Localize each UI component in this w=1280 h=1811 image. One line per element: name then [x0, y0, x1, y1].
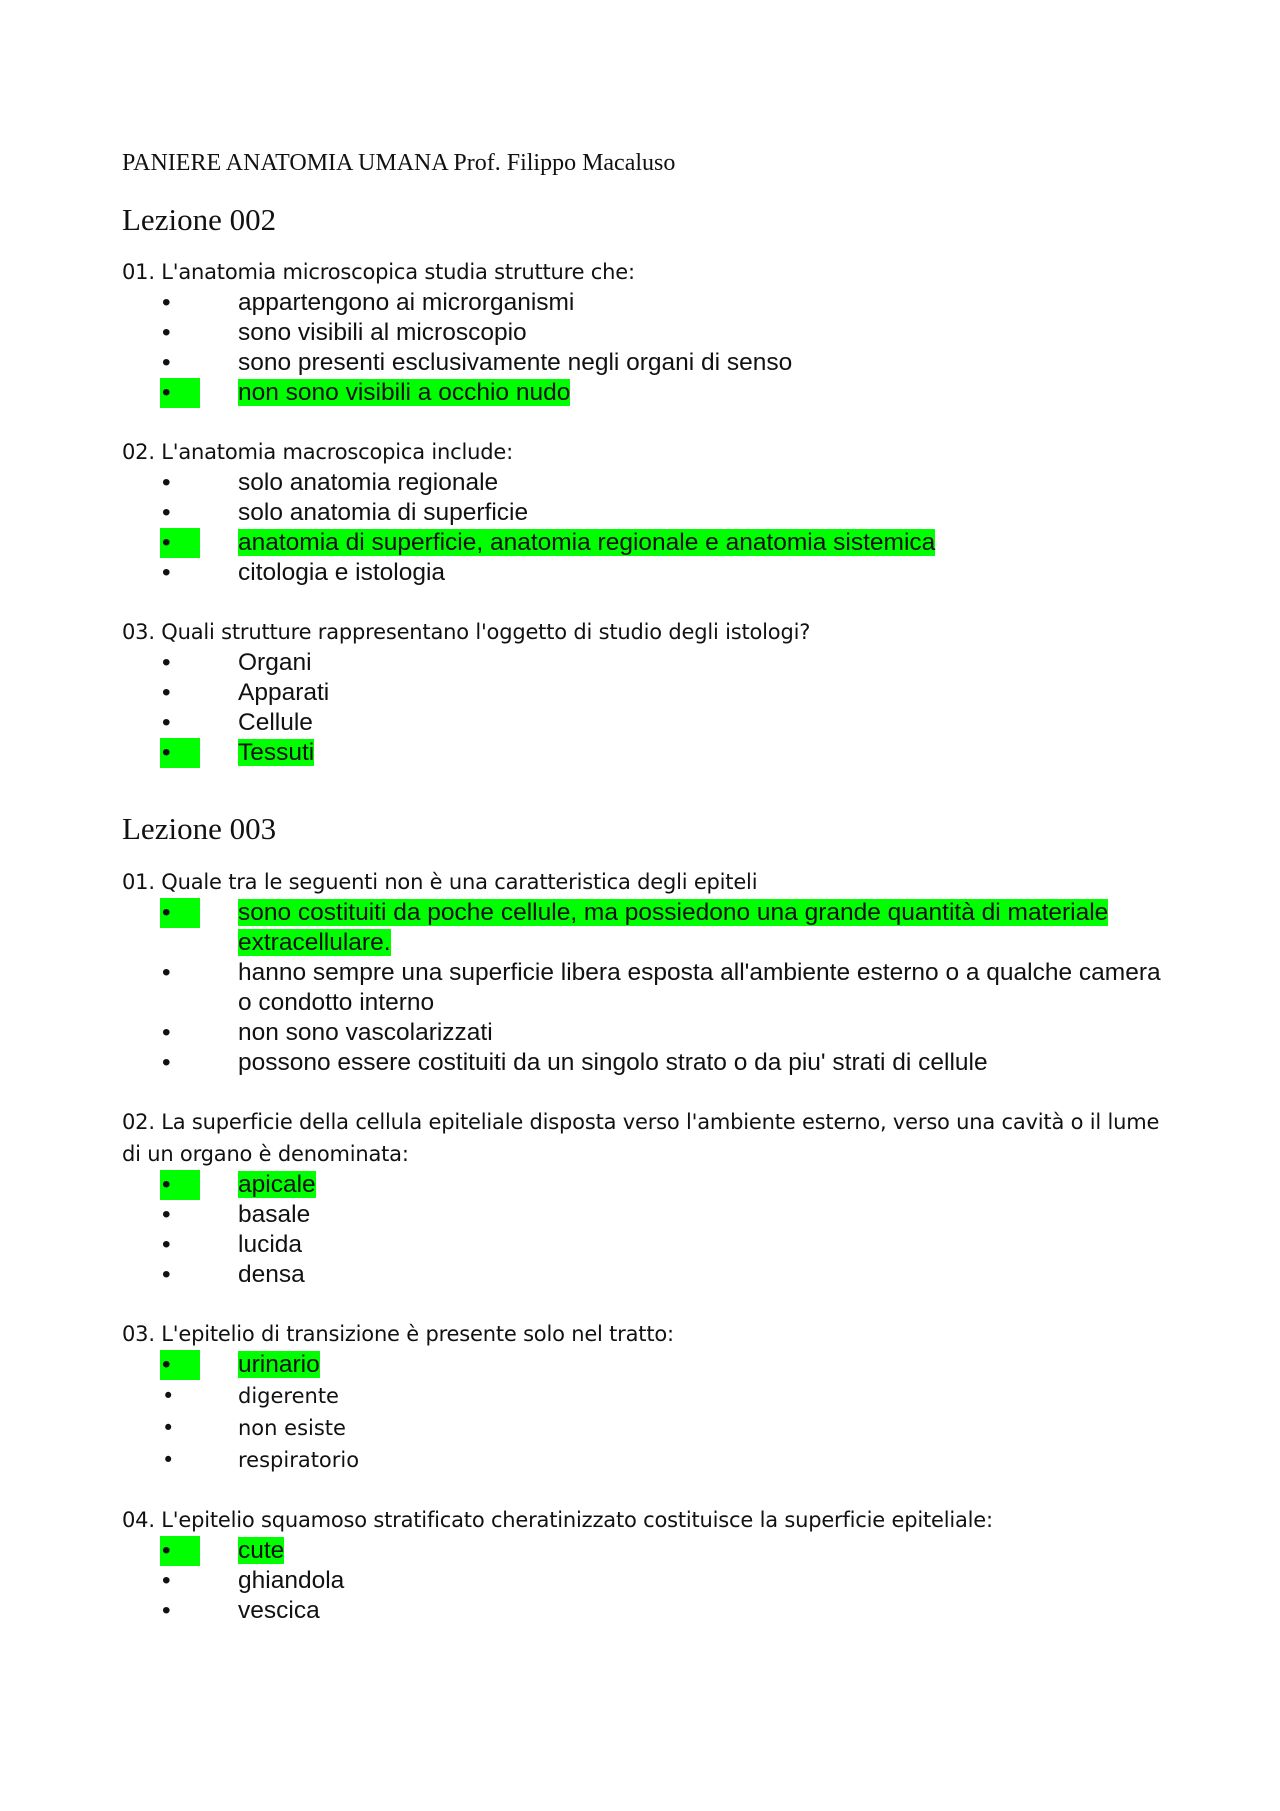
- answer-text: Cellule: [238, 709, 313, 737]
- answer-text: digerente: [238, 1383, 339, 1408]
- answer-list: [122, 468, 1162, 588]
- answer-item: [160, 1018, 1162, 1048]
- question-block: [122, 256, 1162, 408]
- bullet-icon: •: [162, 1200, 171, 1228]
- question-block: [122, 1504, 1162, 1626]
- answer-text: respiratorio: [238, 1447, 360, 1472]
- answer-item-correct: [160, 1170, 1162, 1200]
- bullet-icon: •: [162, 289, 171, 317]
- bullet-icon: •: [162, 1383, 175, 1408]
- answer-text: solo anatomia regionale: [238, 469, 499, 497]
- answer-text: Organi: [238, 649, 312, 677]
- answer-text: appartengono ai microrganismi: [238, 289, 575, 317]
- answer-text: non esiste: [238, 1415, 346, 1440]
- bullet-icon: •: [162, 1566, 171, 1594]
- answer-item-correct: [160, 378, 1162, 408]
- bullet-icon: •: [160, 1350, 200, 1380]
- answer-item: [160, 318, 1162, 348]
- bullet-icon: •: [162, 1048, 171, 1076]
- answer-text: vescica: [238, 1596, 320, 1624]
- question-block: [122, 616, 1162, 768]
- bullet-icon: •: [162, 469, 171, 497]
- answer-text: apicale: [238, 1170, 316, 1198]
- answer-list: [122, 648, 1162, 768]
- answer-text: ghiandola: [238, 1566, 345, 1594]
- lesson-section: [122, 201, 1162, 768]
- bullet-icon: •: [160, 738, 200, 768]
- answer-item: [160, 1230, 1162, 1260]
- answer-item: [160, 1048, 1162, 1078]
- answer-list: [122, 898, 1162, 1078]
- answer-item: [160, 1412, 1162, 1444]
- answer-text: sono presenti esclusivamente negli organi di senso: [238, 349, 793, 377]
- bullet-icon: •: [162, 1260, 171, 1288]
- answer-text: densa: [238, 1260, 305, 1288]
- answer-item: [160, 498, 1162, 528]
- answer-item: [160, 348, 1162, 378]
- bullet-icon: •: [162, 709, 171, 737]
- bullet-icon: •: [162, 319, 171, 347]
- bullet-icon: •: [162, 1447, 175, 1472]
- answer-list: [122, 1536, 1162, 1626]
- answer-text: sono visibili al microscopio: [238, 319, 527, 347]
- answer-list: [122, 1170, 1162, 1290]
- answer-item: [160, 708, 1162, 738]
- lesson-title: Lezione 002: [122, 202, 277, 238]
- answer-item-correct: [160, 898, 1162, 958]
- bullet-icon: •: [162, 679, 171, 707]
- bullet-icon: •: [160, 528, 200, 558]
- answer-text: anatomia di superficie, anatomia regionale e anatomia sistemica: [238, 529, 936, 557]
- answer-text: Apparati: [238, 679, 330, 707]
- bullet-icon: •: [160, 378, 200, 408]
- answer-item-correct: [160, 1536, 1162, 1566]
- answer-item: [160, 678, 1162, 708]
- answer-item: [160, 1200, 1162, 1230]
- bullet-icon: •: [162, 649, 171, 677]
- answer-text: non sono visibili a occhio nudo: [238, 379, 571, 407]
- answer-item-correct: [160, 1350, 1162, 1380]
- question-text: 03. L'epitelio di transizione è presente solo nel tratto:: [122, 1321, 674, 1346]
- question-text: 01. L'anatomia microscopica studia strutture che:: [122, 260, 635, 285]
- question-text: 03. Quali strutture rappresentano l'oggetto di studio degli istologi?: [122, 620, 811, 645]
- answer-item: [160, 648, 1162, 678]
- document-title: PANIERE ANATOMIA UMANA Prof. Filippo Macaluso: [122, 150, 676, 176]
- question-block: [122, 1318, 1162, 1476]
- answer-item: [160, 468, 1162, 498]
- answer-item: [160, 558, 1162, 588]
- answer-text: lucida: [238, 1230, 303, 1258]
- lesson-title: Lezione 003: [122, 811, 277, 847]
- answer-item: [160, 1566, 1162, 1596]
- bullet-icon: •: [162, 958, 171, 986]
- answer-text: basale: [238, 1200, 311, 1228]
- question-block: [122, 436, 1162, 588]
- lessons-container: [122, 201, 1162, 1625]
- bullet-icon: •: [162, 559, 171, 587]
- lesson-section: [122, 810, 1162, 1625]
- answer-item-correct: [160, 738, 1162, 768]
- bullet-icon: •: [160, 1170, 200, 1200]
- answer-item: [160, 1260, 1162, 1290]
- answer-item: [160, 1596, 1162, 1626]
- bullet-icon: •: [162, 1415, 175, 1440]
- bullet-icon: •: [160, 1536, 200, 1566]
- answer-text: cute: [238, 1536, 285, 1564]
- bullet-icon: •: [162, 349, 171, 377]
- answer-text: Tessuti: [238, 739, 315, 767]
- question-text: 01. Quale tra le seguenti non è una caratteristica degli epiteli: [122, 869, 758, 894]
- answer-item: [160, 1380, 1162, 1412]
- question-block: [122, 866, 1162, 1078]
- answer-text: urinario: [238, 1350, 320, 1378]
- bullet-icon: •: [162, 1018, 171, 1046]
- bullet-icon: •: [162, 1230, 171, 1258]
- question-block: [122, 1106, 1162, 1290]
- document-page: [122, 148, 1162, 1654]
- bullet-icon: •: [162, 1596, 171, 1624]
- answer-text: hanno sempre una superficie libera esposta all'ambiente esterno o a qualche camera o condotto interno: [238, 958, 1161, 1016]
- answer-text: possono essere costituiti da un singolo strato o da piu' strati di cellule: [238, 1048, 988, 1076]
- answer-item: [160, 1444, 1162, 1476]
- answer-item: [160, 288, 1162, 318]
- question-text: 02. L'anatomia macroscopica include:: [122, 440, 513, 465]
- bullet-icon: •: [162, 499, 171, 527]
- question-text: 02. La superficie della cellula epiteliale disposta verso l'ambiente esterno, verso una cavità o il lume di un organo è denominata:: [122, 1109, 1160, 1166]
- answer-item-correct: [160, 528, 1162, 558]
- answer-list: [122, 288, 1162, 408]
- answer-item: [160, 958, 1162, 1018]
- answer-text: solo anatomia di superficie: [238, 499, 529, 527]
- question-text: 04. L'epitelio squamoso stratificato cheratinizzato costituisce la superficie epiteliale:: [122, 1507, 993, 1532]
- answer-text: non sono vascolarizzati: [238, 1018, 493, 1046]
- answer-text: citologia e istologia: [238, 559, 446, 587]
- answer-text: sono costituiti da poche cellule, ma possiedono una grande quantità di materiale extracellulare.: [238, 898, 1109, 956]
- bullet-icon: •: [160, 898, 200, 928]
- answer-list: [122, 1350, 1162, 1476]
